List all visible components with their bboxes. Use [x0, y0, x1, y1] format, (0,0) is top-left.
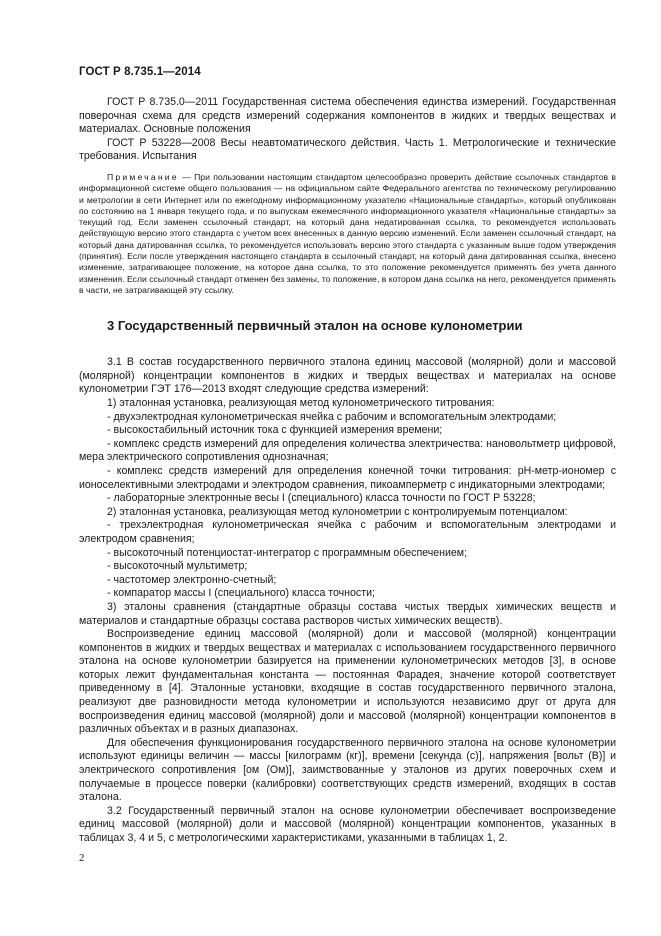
note-text: — При пользовании настоящим стандартом целесообразно проверить действие ссылочных стандартов в информационной системе общего пользования — на официальном сайте Федерального агентства по техническому регулированию и метрологии в сети Интернет или по ежегодному информационному указателю «Национальные стандарты», который опубликован по состоянию на 1 января текущего года, и по выпускам ежемесячного информационного указателя «Национальные стандарты» за текущий год. Если заменен ссылочный стандарт, на который дана недатированная ссылка, то рекомендуется использовать действующую версию этого стандарта с учетом всех внесенных в данную версию изменений. Если заменен ссылочный стандарт, на который дана датированная ссылка, то рекомендуется использовать версию этого стандарта с указанным выше годом утверждения (принятия). Если после утверждения настоящего стандарта в ссылочный стандарт, на который дана датированная ссылка, внесено изменение, затрагивающее положение, на которое дана ссылка, то это положение рекомендуется применять без учета данного изменения. Если ссылочный стандарт отменен без замены, то положение, в котором дана ссылка на него, рекомендуется применять в части, не затрагивающей эту ссылку. — [79, 171, 617, 295]
note-paragraph — [79, 172, 616, 296]
list-item: - лабораторные электронные весы I (специального) класса точности по ГОСТ Р 53228; — [107, 492, 536, 505]
list-item: - комплекс средств измерений для определения количества электричества: нановольтметр цифровой, мера электрического сопротивления однозначная; — [79, 437, 616, 464]
body-paragraph: Воспроизведение единиц массовой (молярной) доли и массовой (молярной) концентрации компонентов в жидких и твердых веществах и материалах с использованием государственного первичного эталона на основе кулонометрии базируется на применении кулонометрических методов [3], в основе которых лежит фундаментальная константа — постоянная Фарадея, значение которой соответствует приведенному в [4]. Эталонные установки, входящие в состав государственного первичного эталона, реализуют две разновидности метода кулонометрии и используются независимо друг от друга для воспроизведения единиц массовой (молярной) доли и массовой (молярной) концентрации компонентов в различных объектах и в разных диапазонах. — [79, 628, 616, 736]
note-label: Примечание — [107, 171, 179, 182]
list-item: - частотомер электронно-счетный; — [107, 573, 277, 586]
list-item: - высокостабильный источник тока с функцией измерения времени; — [107, 424, 443, 437]
reference-gost-8-735-0: ГОСТ Р 8.735.0—2011 Государственная система обеспечения единства измерений. Государственная поверочная схема для средств измерений содержания компонентов в жидких и твердых веществах и материалах. Основные положения — [79, 96, 616, 136]
standard-header: ГОСТ Р 8.735.1—2014 — [79, 66, 201, 78]
list-item: 2) эталонная установка, реализующая метод кулонометрии с контролируемым потенциалом: — [107, 505, 568, 518]
list-item: - трехэлектродная кулонометрическая ячейка с рабочим и вспомогательным электродами и электродом сравнения; — [79, 519, 616, 545]
list-item: - комплекс средств измерений для определения конечной точки титрования: pH-метр-иономер с ионоселективными электродами и электродом сравнения, пикоамперметр с индикаторными электродами; — [79, 464, 616, 491]
list-item: - высокоточный потенциостат-интегратор с программным обеспечением; — [107, 546, 468, 559]
body-paragraph: Для обеспечения функционирования государственного первичного эталона на основе кулонометрии используют единицы величин — массы [килограмм (кг)], времени [секунда (с)], напряжения [вольт (В)] и электрического сопротивления [ом (Ом)], заимствованные у эталонов из других поверочных схем и получаемые в процессе поверки (калибровки) соответствующих средств измерений, входящих в состав эталона. — [79, 736, 616, 804]
list-item: 1) эталонная установка, реализующая метод кулонометрического титрования: — [107, 397, 495, 410]
reference-gost-53228: ГОСТ Р 53228—2008 Весы неавтоматического действия. Часть 1. Метрологические и технические требования. Испытания — [79, 136, 616, 163]
page-content — [79, 96, 616, 846]
list-item: - двухэлектродная кулонометрическая ячейка с рабочим и вспомогательным электродами; — [107, 410, 557, 423]
paragraph-3-1: 3.1 В состав государственного первичного эталона единиц массовой (молярной) доли и массовой (молярной) концентрации компонентов в жидких и твердых веществах и материалах на основе кулонометрии ГЭТ 176—2013 входят следующие средства измерений: — [79, 356, 616, 396]
section-title: 3 Государственный первичный эталон на основе кулонометрии — [107, 318, 523, 334]
list-item: 3) эталоны сравнения (стандартные образцы состава чистых твердых химических веществ и материалов и стандартные образцы состава растворов чистых химических веществ). — [79, 600, 616, 627]
list-item: - компаратор массы I (специального) класса точности; — [107, 587, 375, 600]
list-item: - высокоточный мультиметр; — [107, 560, 248, 573]
page-number: 2 — [79, 852, 85, 864]
paragraph-3-2: 3.2 Государственный первичный эталон на основе кулонометрии обеспечивает воспроизведение единиц массовой (молярной) доли и массовой (молярной) концентрации компонентов, указанных в таблицах 3, 4 и 5, с метрологическими характеристиками, указанными в таблицах 1, 2. — [79, 804, 616, 845]
